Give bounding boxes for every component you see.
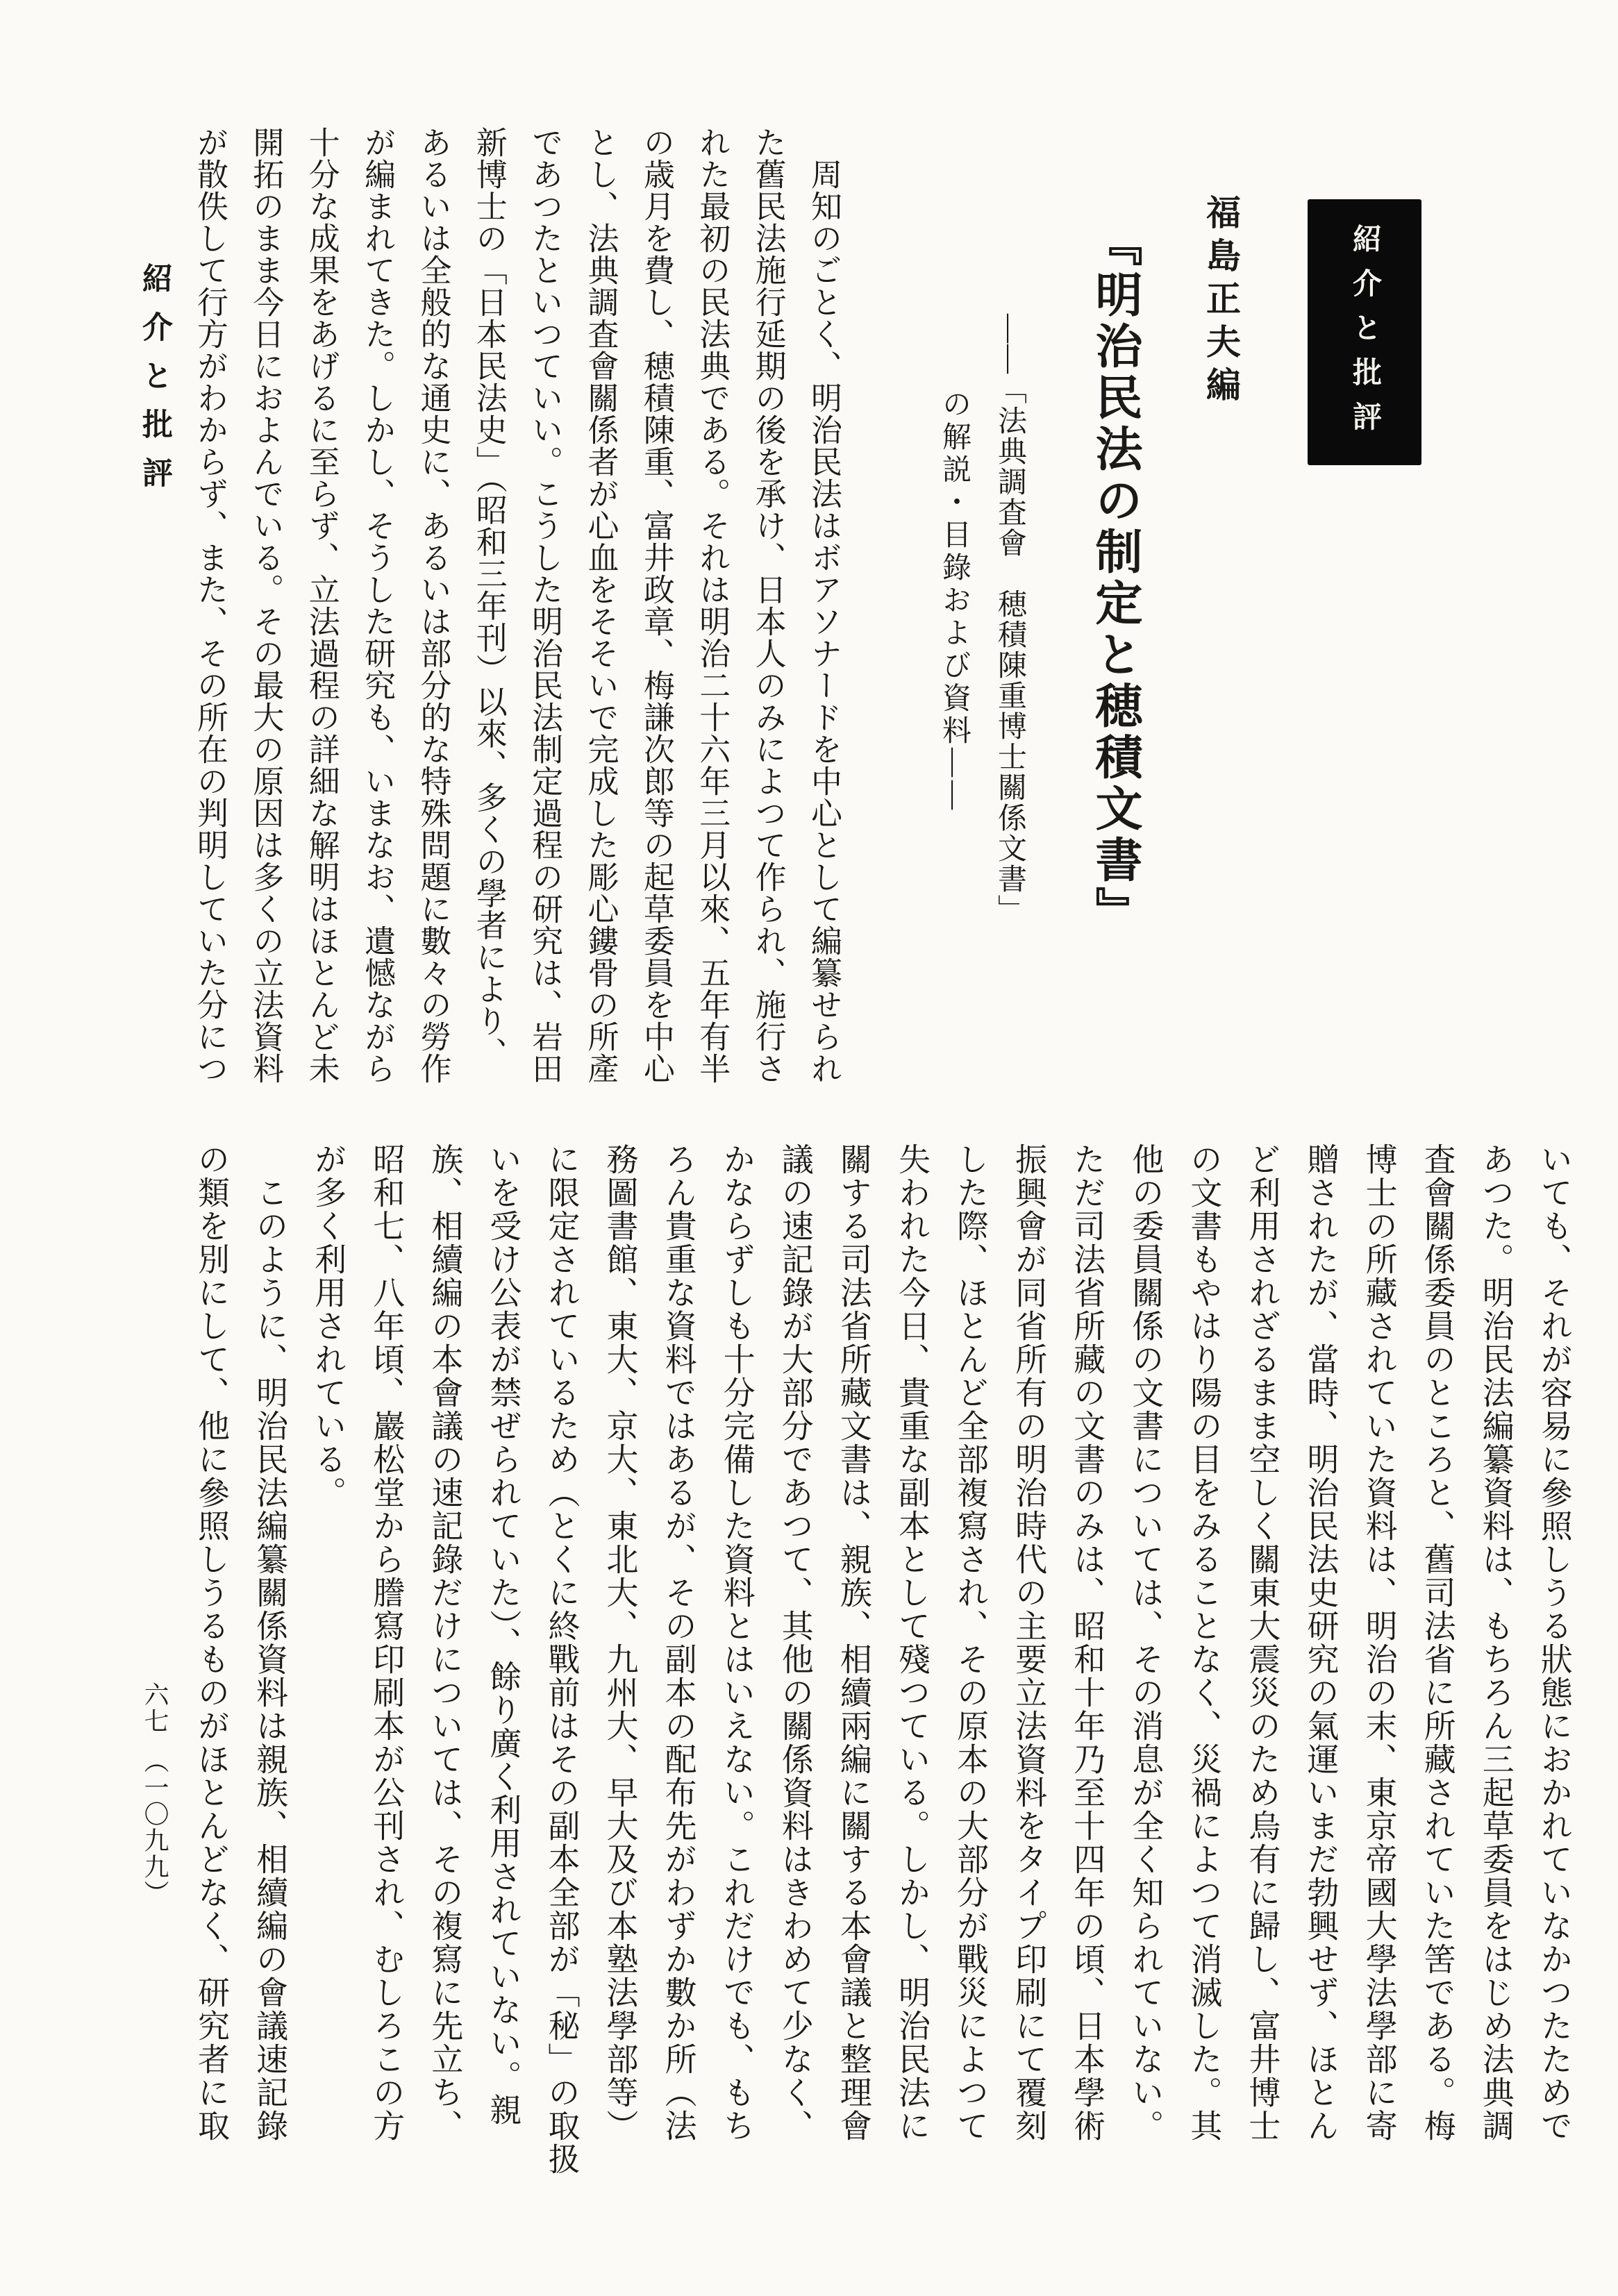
text-column: 關する司法省所藏文書は、親族、相續兩編に關する本會議と整理會	[835, 1143, 871, 2143]
text-column: いを受け公表が禁ぜられていた）、餘り廣く利用されていない。親	[485, 1143, 522, 2127]
text-column: が多く利用されている。	[310, 1143, 347, 1509]
text-column: であつたといつていい。こうした明治民法制定過程の研究は、岩田	[527, 126, 562, 1084]
text-column: 十分な成果をあげるに至らず、立法過程の詳細な解明はほとんど未	[303, 126, 339, 1084]
text-column: 他の委員關係の文書については、その消息が全く知られていない。	[1128, 1143, 1164, 2143]
text-column: いても、それが容易に參照しうる狀態におかれていなかつたためで	[1536, 1143, 1572, 2143]
editor-name: 福島正夫編	[1201, 194, 1240, 410]
section-label-box	[1308, 199, 1421, 465]
text-column: かならずしも十分完備した資料とはいえない。これだけでも、もち	[719, 1143, 755, 2143]
text-column: 振興會が同省所有の明治時代の主要立法資料をタイプ印刷にて覆刻	[1011, 1143, 1047, 2143]
text-column: の文書もやはり陽の目をみることなく、災禍によつて消滅した。其	[1186, 1143, 1222, 2143]
section-label-text: 紹介と批評	[1349, 223, 1381, 446]
text-column: あつた。明治民法編纂資料は、もちろん三起草委員をはじめ法典調	[1478, 1143, 1514, 2143]
review-text-block-upper	[182, 126, 851, 1098]
text-column: ど利用されざるまま空しく關東大震災のため烏有に歸し、富井博士	[1244, 1143, 1281, 2143]
text-column: 務圖書館、東大、京大、東北大、九州大、早大及び本塾法學部等）	[602, 1143, 638, 2143]
page-number: 六七 （一〇九九）	[141, 1682, 169, 1907]
text-column: 贈されたが、當時、明治民法史研究の氣運いまだ勃興せず、ほとん	[1303, 1143, 1339, 2143]
section-running-head: 紹介と批評	[137, 262, 172, 505]
text-column: れた最初の民法典である。それは明治二十六年三月以來、五年有半	[694, 126, 730, 1084]
text-column: 昭和七、八年頃、巖松堂から謄寫印刷本が公刊され、むしろこの方	[369, 1143, 405, 2143]
book-subtitle-line-2: の解説・目錄および資料――	[938, 389, 970, 813]
text-column: 新博士の「日本民法史」（昭和三年刊）以來、多くの學者により、	[471, 126, 506, 1069]
text-column: に限定されているため（とくに終戰前はその副本全部が「秘」の取扱	[544, 1143, 580, 2176]
text-column: の類を別にして、他に參照しうるものがほとんどなく、研究者に取	[194, 1143, 229, 2143]
review-text-block-lower	[182, 1143, 1583, 2184]
book-subtitle-line-1: ――「法典調査會 穂積陳重博士關係文書」	[994, 314, 1026, 925]
book-title: 『明治民法の制定と穂積文書』	[1089, 219, 1142, 938]
text-column: 査會關係委員のところと、舊司法省に所藏されていた筈である。梅	[1419, 1143, 1456, 2143]
text-column: 周知のごとく、明治民法はボアソナードを中心として編纂せられ	[806, 126, 841, 1084]
text-column: ろん貴重な資料ではあるが、その副本の配布先がわずか數か所（法	[660, 1143, 697, 2143]
text-column: 族、相續編の本會議の速記錄だけについては、その複寫に先立ち、	[427, 1143, 463, 2143]
text-column: とし、法典調査會關係者が心血をそそいで完成した彫心鏤骨の所產	[583, 126, 618, 1084]
text-column: 議の速記錄が大部分であつて、其他の關係資料はきわめて少なく、	[777, 1143, 813, 2143]
text-column: 失われた今日、貴重な副本として殘つている。しかし、明治民法に	[894, 1143, 930, 2143]
text-column: た舊民法施行延期の後を承け、日本人のみによつて作られ、施行さ	[750, 126, 785, 1084]
text-column: の歳月を費し、穂積陳重、富井政章、梅謙次郎等の起草委員を中心	[638, 126, 674, 1084]
text-column: このように、明治民法編纂關係資料は親族、相續編の會議速記錄	[252, 1143, 288, 2143]
text-column: ただ司法省所藏の文書のみは、昭和十年乃至十四年の頃、日本學術	[1069, 1143, 1106, 2143]
text-column: した際、ほとんど全部複寫され、その原本の大部分が戰災によつて	[953, 1143, 989, 2143]
text-column: 博士の所藏されていた資料は、明治の末、東京帝國大學法學部に寄	[1361, 1143, 1397, 2143]
text-column: あるいは全般的な通史に、あるいは部分的な特殊問題に數々の勞作	[415, 126, 451, 1084]
text-column: が散佚して行方がわからず、また、その所在の判明していた分につ	[192, 126, 227, 1084]
text-column: が編まれてきた。しかし、そうした研究も、いまなお、遺憾ながら	[360, 126, 395, 1084]
text-column: 開拓のまま今日におよんでいる。その最大の原因は多くの立法資料	[248, 126, 283, 1084]
